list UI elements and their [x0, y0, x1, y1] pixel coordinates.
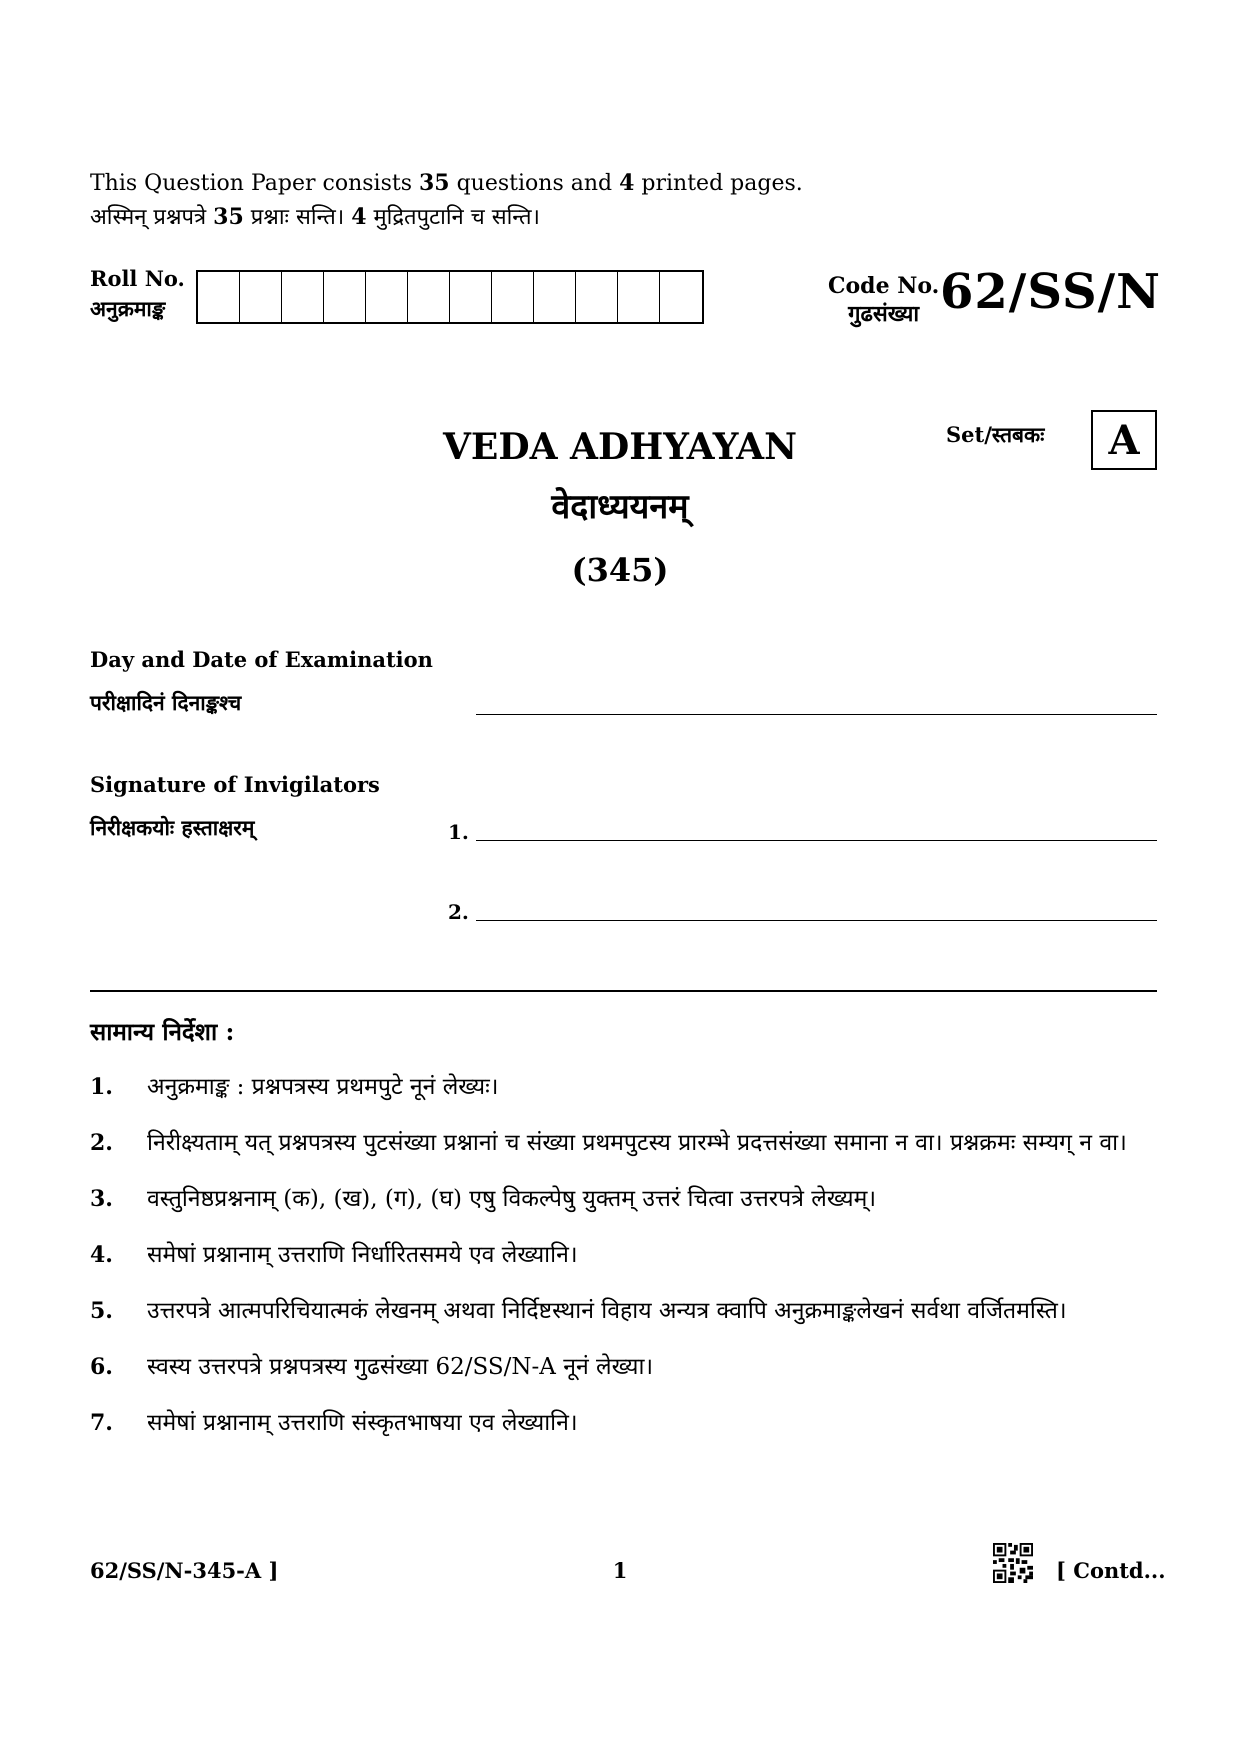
- instruction-text: वस्तुनिष्ठप्रश्ननाम् (क), (ख), (ग), (घ) एषु विकल्पेषु युक्तम् उत्तरं चित्वा उत्तरपत्रे लेख्यम्।: [147, 1186, 877, 1212]
- invigilator-number-2: 2.: [448, 900, 469, 924]
- roll-no-box[interactable]: [366, 272, 408, 322]
- instruction-item: [90, 1236, 1170, 1274]
- roll-no-box[interactable]: [450, 272, 492, 322]
- instruction-number: 3.: [90, 1186, 113, 1212]
- separator-line: [90, 990, 1157, 992]
- invigilator-signature-line-1[interactable]: [476, 840, 1157, 841]
- instructions-heading: सामान्य निर्देशा :: [90, 1017, 235, 1046]
- intro-text: प्रश्नाः सन्ति।: [243, 205, 352, 230]
- roll-no-box[interactable]: [282, 272, 324, 322]
- intro-text: This Question Paper consists: [90, 171, 419, 196]
- roll-no-box[interactable]: [324, 272, 366, 322]
- instruction-item: [90, 1348, 1170, 1386]
- title-english: VEDA ADHYAYAN: [443, 426, 797, 468]
- instruction-number: 6.: [90, 1354, 113, 1380]
- instruction-number: 1.: [90, 1074, 113, 1100]
- exam-date-label-en: Day and Date of Examination: [90, 647, 433, 672]
- instruction-text: उत्तरपत्रे आत्मपरिचियात्मकं लेखनम् अथवा निर्दिष्टस्थानं विहाय अन्यत्र क्वापि अनुक्रमाङ्कलेखनं सर्वथा वर्जितमस्ति।: [147, 1298, 1067, 1324]
- roll-no-box[interactable]: [660, 272, 702, 322]
- page-count: 4: [619, 170, 635, 196]
- roll-no-box[interactable]: [576, 272, 618, 322]
- continued-label: [ Contd...: [1056, 1558, 1166, 1583]
- intro-text: अस्मिन् प्रश्नपत्रे: [90, 205, 214, 230]
- title-sanskrit: वेदाध्ययनम्: [551, 487, 689, 527]
- invigilators-label-en: Signature of Invigilators: [90, 772, 380, 797]
- instruction-number: 5.: [90, 1298, 113, 1324]
- roll-no-box[interactable]: [408, 272, 450, 322]
- roll-no-boxes[interactable]: [196, 270, 704, 324]
- instruction-item: [90, 1124, 1170, 1162]
- roll-no-box[interactable]: [198, 272, 240, 322]
- footer-paper-code: 62/SS/N-345-A ]: [90, 1558, 279, 1583]
- question-count: 35: [418, 170, 450, 196]
- intro-text: मुद्रितपुटानि च सन्ति।: [366, 205, 540, 230]
- subject-code: (345): [571, 551, 669, 589]
- roll-no-box[interactable]: [492, 272, 534, 322]
- instruction-item: [90, 1292, 1170, 1330]
- intro-line-sanskrit: [90, 204, 540, 231]
- instruction-text: समेषां प्रश्नानाम् उत्तराणि संस्कृतभाषया एव लेख्यानि।: [147, 1410, 578, 1436]
- page-number: 1: [612, 1558, 628, 1583]
- question-count: 35: [213, 204, 244, 230]
- roll-no-box[interactable]: [240, 272, 282, 322]
- code-no-label-sa: गुढसंख्या: [848, 301, 920, 327]
- instruction-text: स्वस्य उत्तरपत्रे प्रश्नपत्रस्य गुढसंख्या 62/SS/N-A नूनं लेख्या।: [147, 1354, 654, 1380]
- instruction-number: 2.: [90, 1130, 113, 1156]
- exam-date-line[interactable]: [476, 714, 1157, 715]
- intro-line-english: [90, 170, 803, 197]
- code-no-label: [828, 272, 939, 328]
- intro-text: questions and: [449, 171, 620, 196]
- qr-code-icon: [993, 1543, 1033, 1583]
- instructions-list: [90, 1068, 1170, 1460]
- set-label: Set/स्तबकः: [946, 422, 1045, 447]
- instruction-item: [90, 1404, 1170, 1442]
- roll-no-box[interactable]: [534, 272, 576, 322]
- set-value-box: A: [1091, 410, 1157, 470]
- exam-date-label-sa: परीक्षादिनं दिनाङ्कश्च: [90, 690, 242, 715]
- instruction-number: 4.: [90, 1242, 113, 1268]
- invigilators-label-sa: निरीक्षकयोः हस्ताक्षरम्: [90, 815, 255, 840]
- instruction-item: [90, 1068, 1170, 1106]
- invigilator-number-1: 1.: [448, 820, 469, 844]
- code-no-value: 62/SS/N: [940, 264, 1162, 320]
- code-no-label-en: Code No.: [828, 273, 940, 299]
- roll-no-label-sa: अनुक्रमाङ्क: [90, 296, 166, 321]
- roll-no-label: [90, 264, 185, 324]
- roll-no-box[interactable]: [618, 272, 660, 322]
- page-count: 4: [351, 204, 367, 230]
- instruction-item: [90, 1180, 1170, 1218]
- instruction-text: अनुक्रमाङ्क : प्रश्नपत्रस्य प्रथमपुटे नूनं लेख्यः।: [147, 1074, 499, 1100]
- roll-no-label-en: Roll No.: [90, 266, 185, 291]
- invigilator-signature-line-2[interactable]: [476, 920, 1157, 921]
- intro-text: printed pages.: [634, 171, 803, 196]
- instruction-text: समेषां प्रश्नानाम् उत्तराणि निर्धारितसमये एव लेख्यानि।: [147, 1242, 578, 1268]
- instruction-number: 7.: [90, 1410, 113, 1436]
- instruction-text: निरीक्ष्यताम् यत् प्रश्नपत्रस्य पुटसंख्या प्रश्नानां च संख्या प्रथमपुटस्य प्रारम्भे प्रदत्तसंख्या समाना न वा। प्रश्नक्रमः सम्यग् न वा।: [147, 1130, 1127, 1156]
